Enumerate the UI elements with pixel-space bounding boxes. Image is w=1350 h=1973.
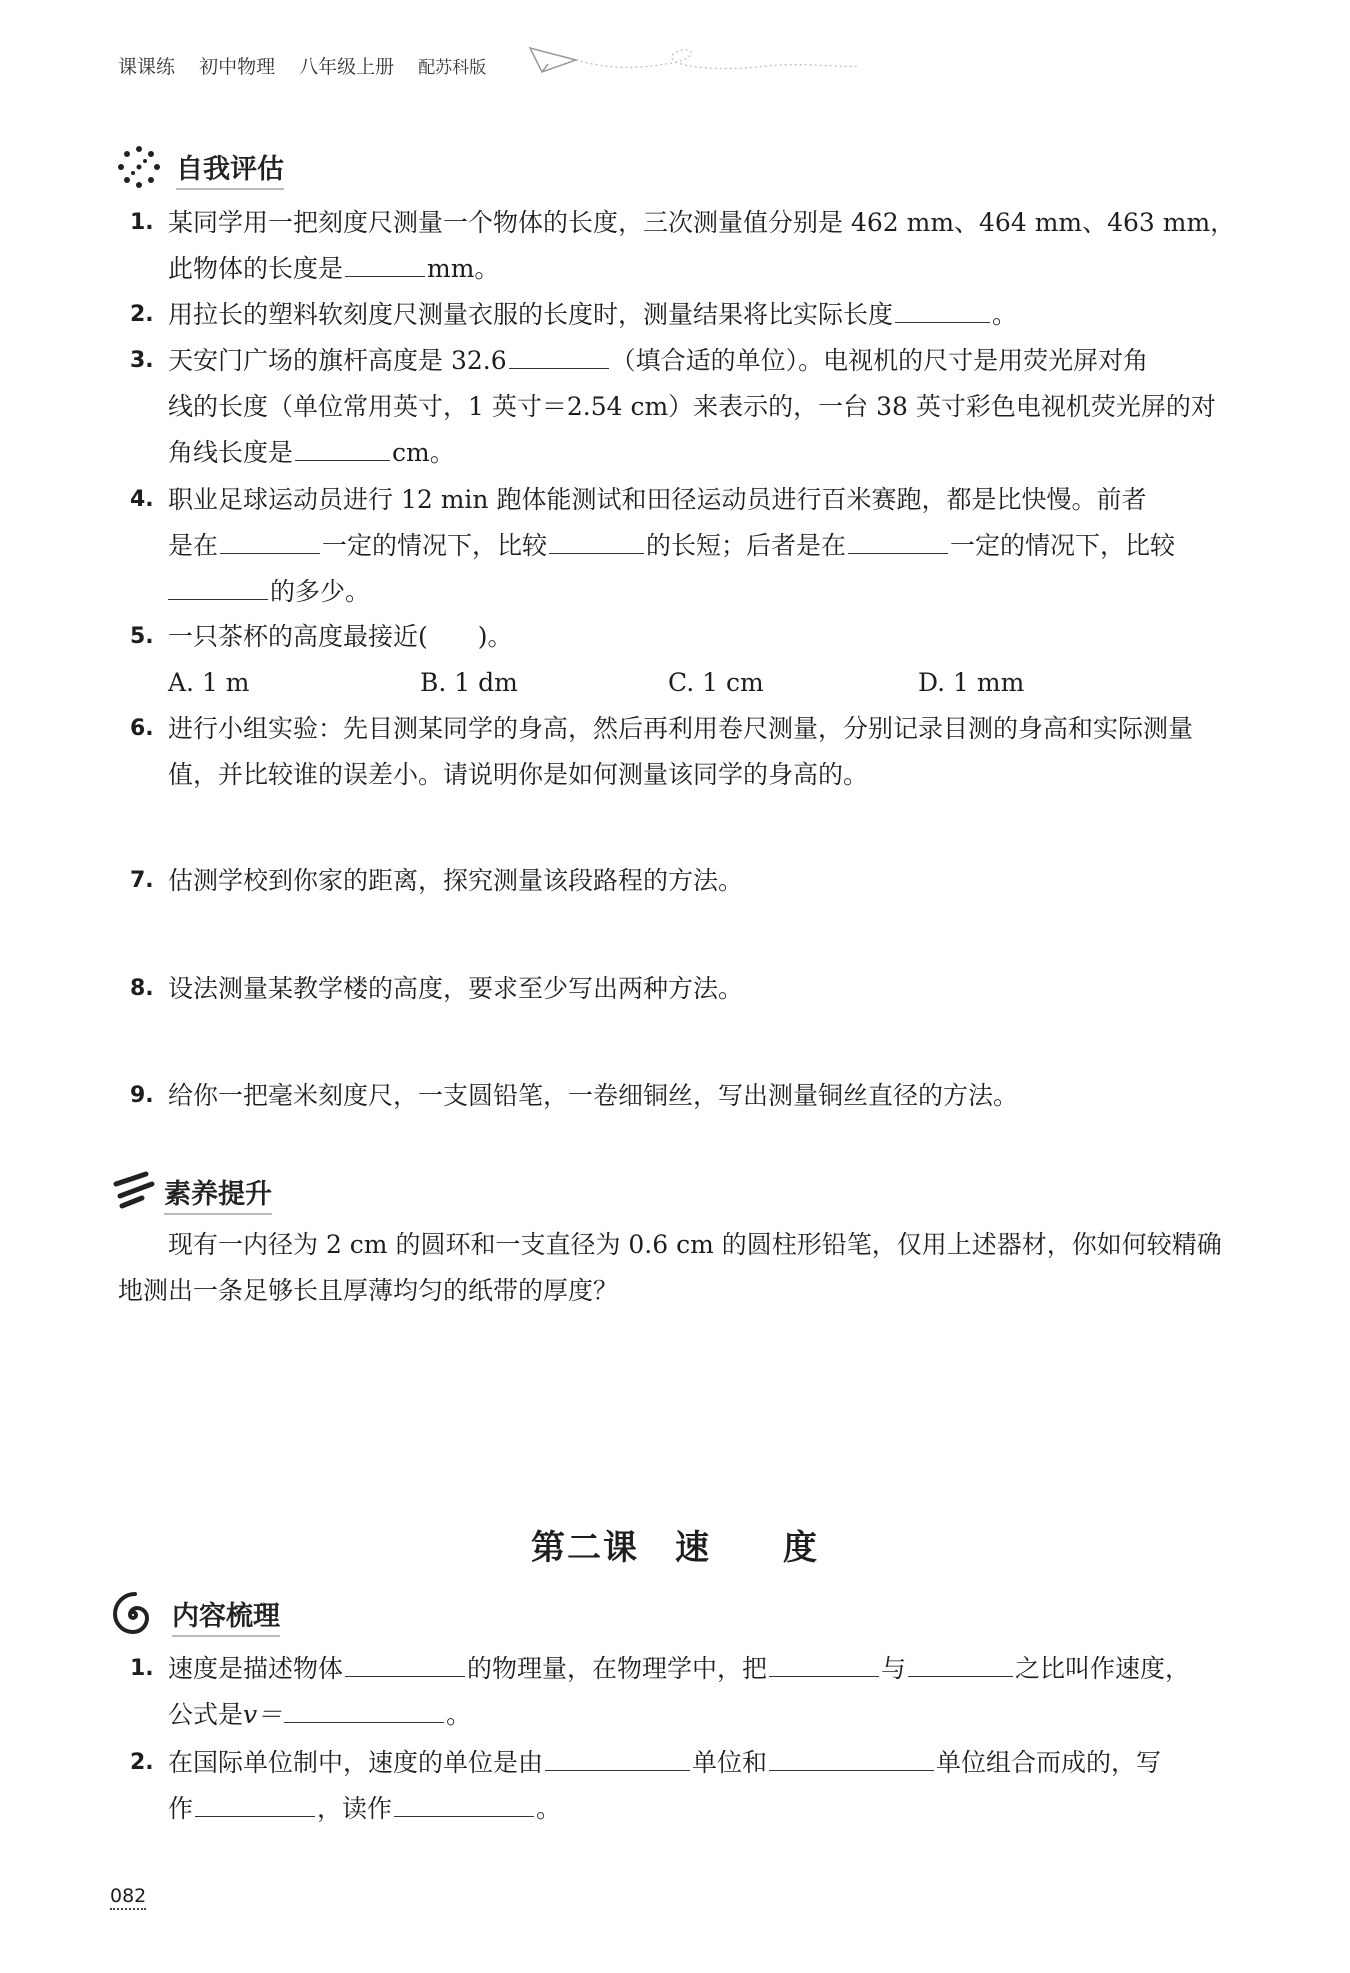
paper-plane-icon [528,42,858,92]
question-number: 6. [130,716,154,741]
question-text: 用拉长的塑料软刻度尺测量衣服的长度时，测量结果将比实际长度 [168,300,894,329]
lesson-title: 第二课 速 度 [531,1528,819,1568]
question-text: 此物体的长度是 [168,254,344,283]
question-text: 角线长度是 [168,438,294,467]
spiral-icon [110,1592,156,1638]
question-4 [130,477,1240,615]
subject: 初中物理 [199,56,276,78]
answer-blank[interactable] [394,1790,534,1817]
question-8 [130,966,1240,1012]
grade: 八年级上册 [299,56,395,78]
question-text: 职业足球运动员进行 12 min 跑体能测试和田径运动员进行百米赛跑，都是比快慢。前者 [168,485,1147,514]
edition: 配苏科版 [418,58,487,78]
question-number: 3. [130,348,154,373]
answer-blank[interactable] [895,296,990,323]
question-number: 7. [130,868,154,893]
question-6 [130,706,1240,798]
question-text: 天安门广场的旗杆高度是 32.6 [168,346,507,375]
dots-cluster-icon [117,145,161,189]
question-number: 2. [130,302,154,327]
question-number: 9. [130,1083,154,1108]
question-text: 。 [992,300,1018,329]
review-item-2 [130,1740,1240,1832]
competency-question: 现有一内径为 2 cm 的圆环和一支直径为 0.6 cm 的圆柱形铅笔，仅用上述器材，你如何较精确地测出一条足够长且厚薄均匀的纸带的厚度？ [118,1230,1222,1305]
question-text: 。 [536,1794,562,1823]
question-text: 一定的情况下，比较 [950,531,1176,560]
question-number: 5. [130,624,154,649]
question-text: 进行小组实验：先目测某同学的身高，然后再利用卷尺测量，分别记录目测的身高和实际测量值，并比较谁的误差小。请说明你是如何测量该同学的身高的。 [168,714,1194,789]
question-text: 某同学用一把刻度尺测量一个物体的长度，三次测量值分别是 462 mm、464 mm、463 mm， [168,208,1236,237]
answer-blank[interactable] [345,1650,465,1677]
question-text: （填合适的单位）。电视机的尺寸是用荧光屏对角 [610,346,1149,375]
double-slash-icon [112,1170,156,1210]
question-text: 单位组合而成的，写 [936,1748,1162,1777]
answer-blank[interactable] [908,1650,1013,1677]
answer-blank[interactable] [168,573,268,600]
question-7 [130,858,1240,904]
question-text: 线的长度（单位常用英寸，1 英寸＝2.54 cm）来表示的，一台 38 英寸彩色电视机荧光屏的对 [168,392,1216,421]
question-text: 的物理量，在物理学中，把 [467,1654,768,1683]
question-text: 公式是 [168,1700,244,1729]
answer-blank[interactable] [295,434,390,461]
option-c[interactable]: C. 1 cm [668,668,764,697]
answer-blank[interactable] [545,1744,690,1771]
question-text: 与 [881,1654,907,1683]
review-item-1 [130,1646,1240,1738]
answer-blank[interactable] [220,527,320,554]
question-text: 一定的情况下，比较 [322,531,548,560]
question-text: cm。 [392,438,455,467]
answer-blank[interactable] [549,527,644,554]
section-title-content-review: 内容梳理 [172,1594,280,1637]
question-text: 估测学校到你家的距离，探究测量该段路程的方法。 [168,866,744,895]
question-text: 的多少。 [270,577,371,606]
question-text: 在国际单位制中，速度的单位是由 [168,1748,544,1777]
running-header [118,52,504,79]
answer-blank[interactable] [284,1696,444,1723]
question-text: mm。 [427,254,500,283]
question-9 [130,1073,1240,1119]
question-5 [130,614,1240,660]
question-text: 一只茶杯的高度最接近( )。 [168,622,513,651]
section-title-competency: 素养提升 [164,1172,272,1215]
question-number: 4. [130,487,154,512]
question-text: 之比叫作速度， [1015,1654,1191,1683]
question-number: 1. [130,1656,154,1681]
book-series: 课课练 [118,56,176,78]
question-text: 给你一把毫米刻度尺，一支圆铅笔，一卷细铜丝，写出测量铜丝直径的方法。 [168,1081,1019,1110]
question-number: 1. [130,210,154,235]
question-text: 的长短；后者是在 [646,531,847,560]
question-1 [130,200,1240,292]
question-number: 8. [130,976,154,1001]
question-text: 设法测量某教学楼的高度，要求至少写出两种方法。 [168,974,744,1003]
answer-blank[interactable] [345,250,425,277]
question-text: 速度是描述物体 [168,1654,344,1683]
option-d[interactable]: D. 1 mm [918,668,1025,697]
answer-blank[interactable] [769,1650,879,1677]
answer-blank[interactable] [195,1790,315,1817]
answer-blank[interactable] [769,1744,934,1771]
question-3 [130,338,1240,476]
page-number: 082 [110,1885,146,1910]
option-b[interactable]: B. 1 dm [420,668,518,697]
question-text: 。 [446,1700,472,1729]
question-text: 单位和 [692,1748,768,1777]
question-text: 作 [168,1794,194,1823]
question-number: 2. [130,1750,154,1775]
question-text: ，读作 [317,1794,393,1823]
section-title-self-assessment: 自我评估 [176,147,284,190]
formula: v＝ [243,1700,283,1729]
question-text: 是在 [168,531,219,560]
option-a[interactable]: A. 1 m [168,668,250,697]
answer-blank[interactable] [848,527,948,554]
answer-blank[interactable] [509,342,609,369]
question-2 [130,292,1240,338]
